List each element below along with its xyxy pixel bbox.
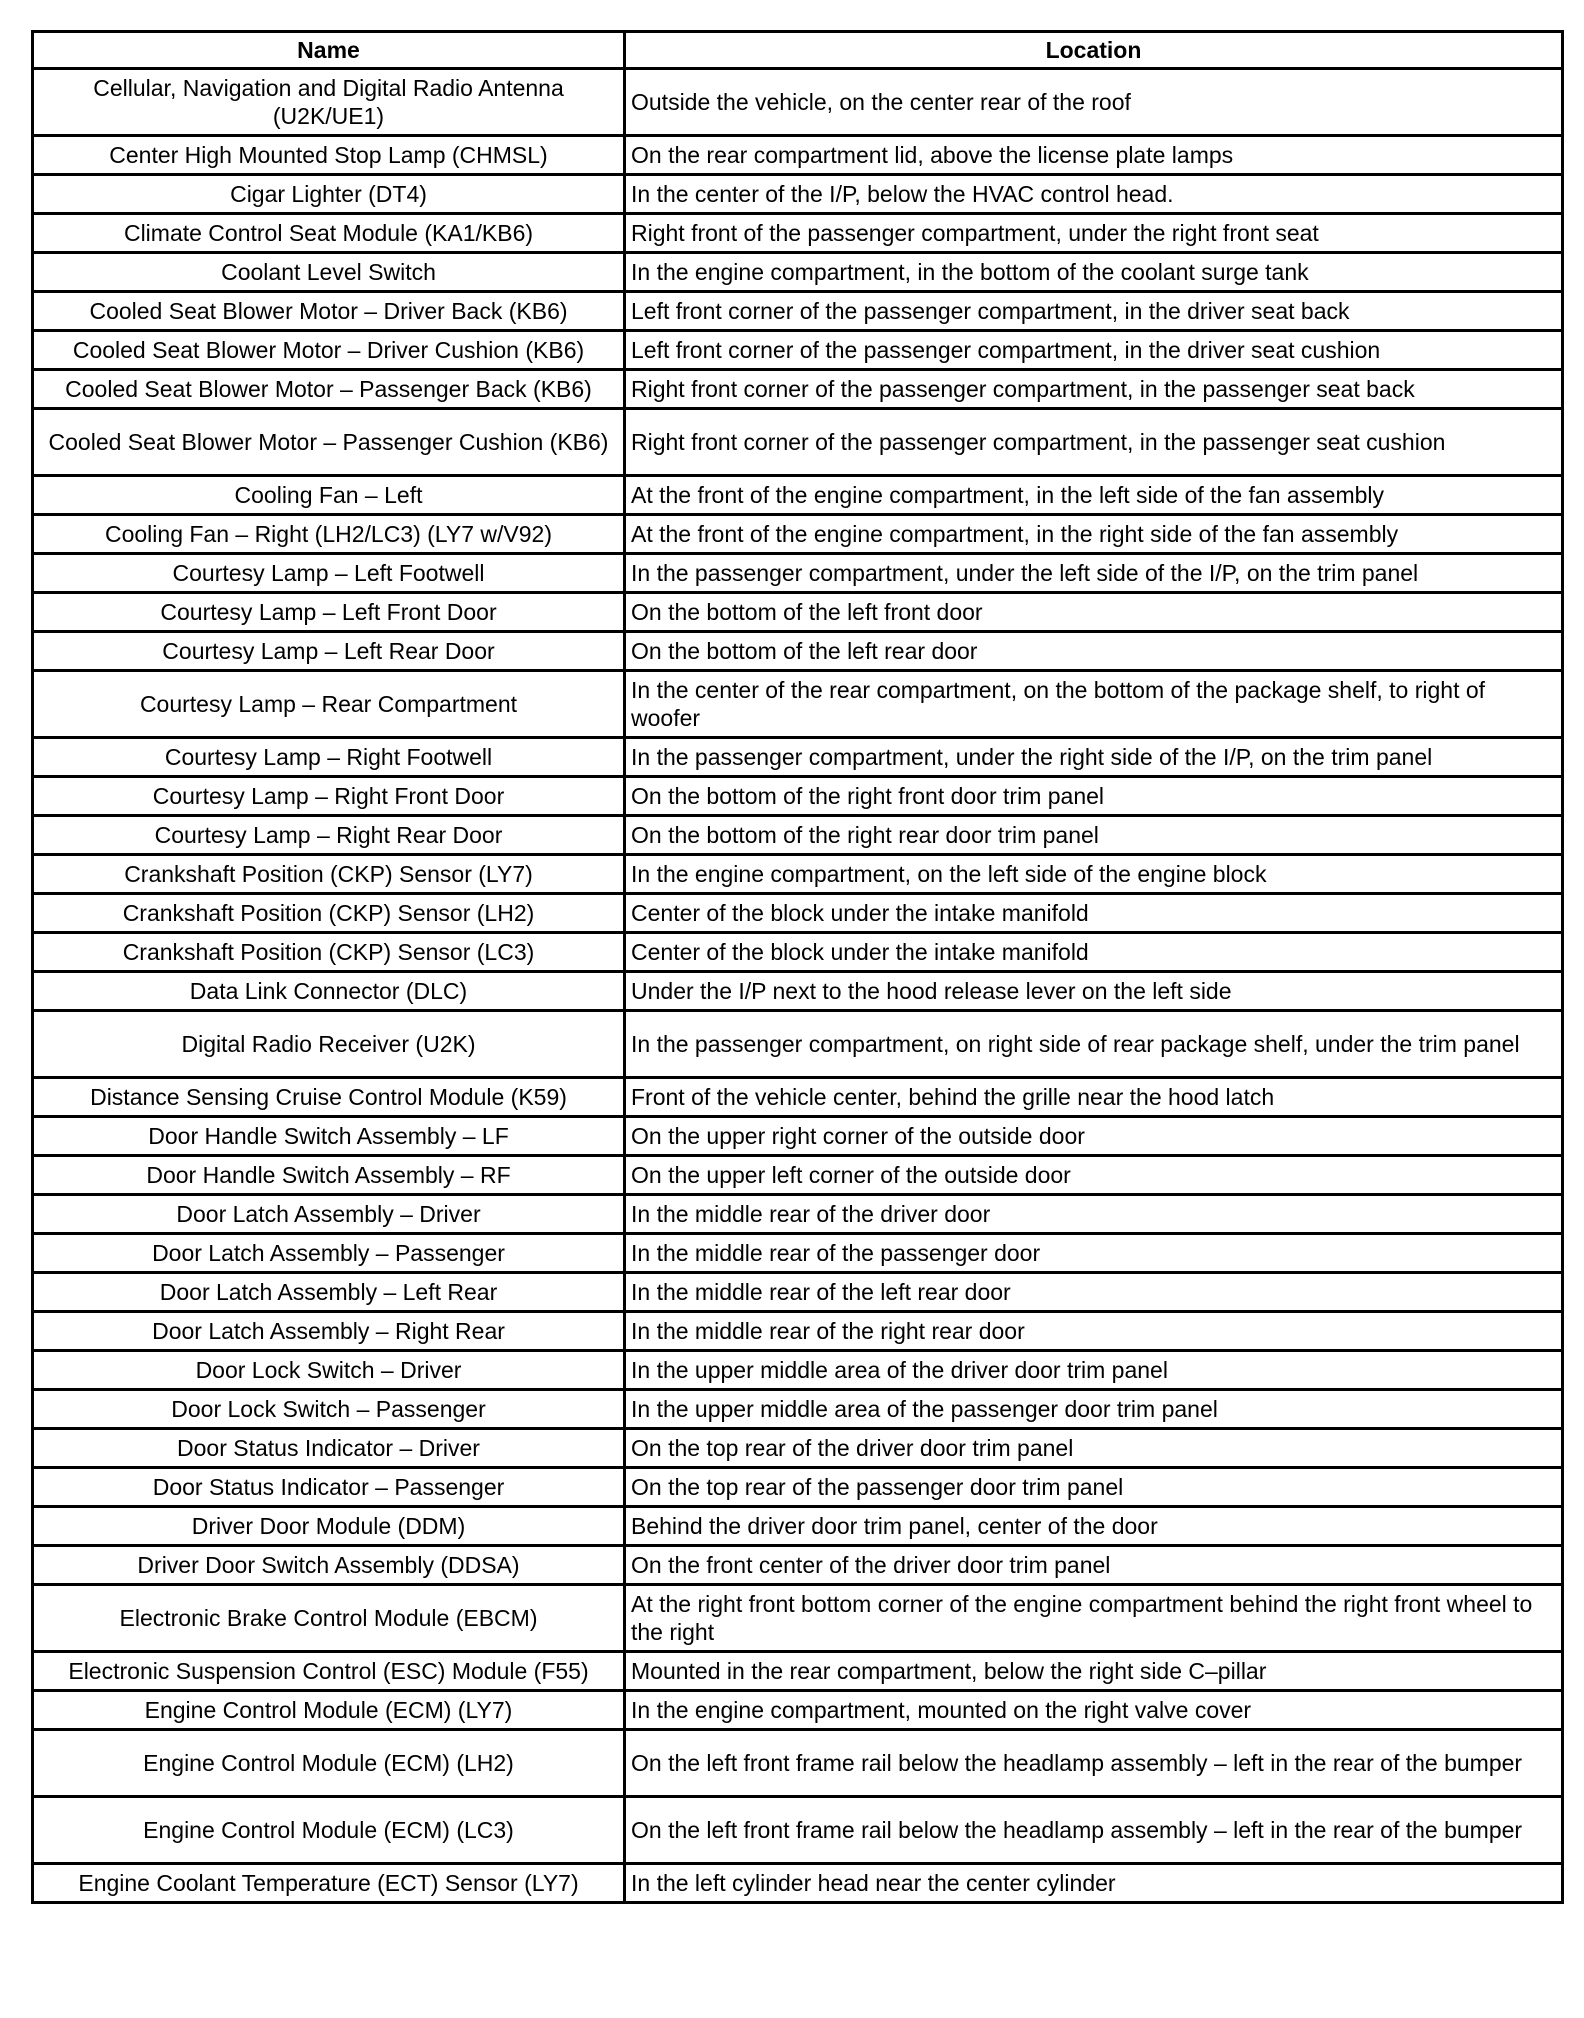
table-row [33, 1273, 1563, 1312]
table-row [33, 1390, 1563, 1429]
component-name-cell: Crankshaft Position (CKP) Sensor (LC3) [33, 933, 625, 972]
component-name-cell: Crankshaft Position (CKP) Sensor (LH2) [33, 894, 625, 933]
component-location-table [31, 30, 1564, 1904]
component-name-cell: Cooling Fan – Right (LH2/LC3) (LY7 w/V92) [33, 515, 625, 554]
component-location-cell: In the center of the I/P, below the HVAC control head. [625, 175, 1563, 214]
component-name-cell: Cooled Seat Blower Motor – Passenger Back (KB6) [33, 370, 625, 409]
component-name-cell: Door Lock Switch – Passenger [33, 1390, 625, 1429]
component-name-cell: Door Latch Assembly – Passenger [33, 1234, 625, 1273]
component-location-cell: Left front corner of the passenger compartment, in the driver seat cushion [625, 331, 1563, 370]
component-name-cell: Cooled Seat Blower Motor – Driver Back (KB6) [33, 292, 625, 331]
table-row [33, 777, 1563, 816]
component-name-cell: Crankshaft Position (CKP) Sensor (LY7) [33, 855, 625, 894]
component-name-cell: Engine Coolant Temperature (ECT) Sensor (LY7) [33, 1864, 625, 1903]
component-location-cell: On the bottom of the left rear door [625, 632, 1563, 671]
table-row [33, 554, 1563, 593]
table-row [33, 1797, 1563, 1864]
component-location-cell: In the engine compartment, mounted on the right valve cover [625, 1691, 1563, 1730]
component-location-cell: In the upper middle area of the driver door trim panel [625, 1351, 1563, 1390]
table-row [33, 1507, 1563, 1546]
component-location-cell: Outside the vehicle, on the center rear of the roof [625, 69, 1563, 136]
component-location-cell: On the top rear of the driver door trim panel [625, 1429, 1563, 1468]
component-location-cell: Right front of the passenger compartment, under the right front seat [625, 214, 1563, 253]
component-name-cell: Data Link Connector (DLC) [33, 972, 625, 1011]
table-row [33, 1156, 1563, 1195]
component-name-cell: Driver Door Module (DDM) [33, 1507, 625, 1546]
component-name-cell: Cooled Seat Blower Motor – Driver Cushion (KB6) [33, 331, 625, 370]
table-row [33, 1546, 1563, 1585]
component-name-cell: Distance Sensing Cruise Control Module (K59) [33, 1078, 625, 1117]
table-row [33, 214, 1563, 253]
component-name-cell: Door Handle Switch Assembly – LF [33, 1117, 625, 1156]
table-body [33, 69, 1563, 1903]
header-row [33, 32, 1563, 69]
component-location-cell: In the middle rear of the right rear door [625, 1312, 1563, 1351]
table-row [33, 136, 1563, 175]
component-name-cell: Courtesy Lamp – Left Footwell [33, 554, 625, 593]
component-name-cell: Door Latch Assembly – Right Rear [33, 1312, 625, 1351]
table-row [33, 894, 1563, 933]
component-name-cell: Door Lock Switch – Driver [33, 1351, 625, 1390]
component-name-cell: Courtesy Lamp – Right Footwell [33, 738, 625, 777]
table-row [33, 409, 1563, 476]
component-location-cell: Center of the block under the intake manifold [625, 933, 1563, 972]
component-location-cell: In the passenger compartment, under the right side of the I/P, on the trim panel [625, 738, 1563, 777]
component-name-cell: Engine Control Module (ECM) (LH2) [33, 1730, 625, 1797]
component-name-cell: Center High Mounted Stop Lamp (CHMSL) [33, 136, 625, 175]
table-row [33, 69, 1563, 136]
table-row [33, 671, 1563, 738]
component-name-cell: Cellular, Navigation and Digital Radio Antenna (U2K/UE1) [33, 69, 625, 136]
component-name-cell: Door Latch Assembly – Left Rear [33, 1273, 625, 1312]
component-location-cell: On the rear compartment lid, above the license plate lamps [625, 136, 1563, 175]
component-location-cell: On the upper left corner of the outside door [625, 1156, 1563, 1195]
component-location-cell: In the left cylinder head near the center cylinder [625, 1864, 1563, 1903]
component-location-cell: On the bottom of the right rear door trim panel [625, 816, 1563, 855]
name-column-header: Name [33, 32, 625, 69]
component-name-cell: Engine Control Module (ECM) (LC3) [33, 1797, 625, 1864]
component-name-cell: Door Handle Switch Assembly – RF [33, 1156, 625, 1195]
table-row [33, 593, 1563, 632]
table-row [33, 476, 1563, 515]
component-location-cell: Mounted in the rear compartment, below the right side C–pillar [625, 1652, 1563, 1691]
component-location-cell: At the right front bottom corner of the engine compartment behind the right front wheel to the right [625, 1585, 1563, 1652]
component-name-cell: Courtesy Lamp – Rear Compartment [33, 671, 625, 738]
table-row [33, 855, 1563, 894]
table-row [33, 1652, 1563, 1691]
table-row [33, 1730, 1563, 1797]
component-name-cell: Climate Control Seat Module (KA1/KB6) [33, 214, 625, 253]
component-name-cell: Door Status Indicator – Driver [33, 1429, 625, 1468]
component-location-cell: On the bottom of the left front door [625, 593, 1563, 632]
table-row [33, 1429, 1563, 1468]
component-name-cell: Courtesy Lamp – Left Rear Door [33, 632, 625, 671]
table-row [33, 1117, 1563, 1156]
table-row [33, 370, 1563, 409]
component-name-cell: Digital Radio Receiver (U2K) [33, 1011, 625, 1078]
component-location-cell: Front of the vehicle center, behind the grille near the hood latch [625, 1078, 1563, 1117]
component-location-cell: Left front corner of the passenger compartment, in the driver seat back [625, 292, 1563, 331]
component-location-cell: In the passenger compartment, under the left side of the I/P, on the trim panel [625, 554, 1563, 593]
component-location-cell: On the top rear of the passenger door trim panel [625, 1468, 1563, 1507]
component-location-cell: On the bottom of the right front door trim panel [625, 777, 1563, 816]
component-name-cell: Courtesy Lamp – Left Front Door [33, 593, 625, 632]
component-name-cell: Engine Control Module (ECM) (LY7) [33, 1691, 625, 1730]
component-name-cell: Driver Door Switch Assembly (DDSA) [33, 1546, 625, 1585]
table-row [33, 1011, 1563, 1078]
table-row [33, 515, 1563, 554]
component-location-cell: In the upper middle area of the passenger door trim panel [625, 1390, 1563, 1429]
table-row [33, 1585, 1563, 1652]
component-location-cell: In the center of the rear compartment, on the bottom of the package shelf, to right of woofer [625, 671, 1563, 738]
component-location-cell: In the engine compartment, in the bottom of the coolant surge tank [625, 253, 1563, 292]
component-location-cell: Under the I/P next to the hood release lever on the left side [625, 972, 1563, 1011]
table-row [33, 972, 1563, 1011]
component-location-cell: On the upper right corner of the outside door [625, 1117, 1563, 1156]
table-row [33, 1195, 1563, 1234]
table-row [33, 933, 1563, 972]
component-name-cell: Door Status Indicator – Passenger [33, 1468, 625, 1507]
table-row [33, 1864, 1563, 1903]
component-location-cell: Center of the block under the intake manifold [625, 894, 1563, 933]
component-name-cell: Cooling Fan – Left [33, 476, 625, 515]
component-location-cell: On the left front frame rail below the headlamp assembly – left in the rear of the bumper [625, 1797, 1563, 1864]
table-row [33, 1468, 1563, 1507]
component-location-cell: Right front corner of the passenger compartment, in the passenger seat cushion [625, 409, 1563, 476]
component-location-cell: In the middle rear of the left rear door [625, 1273, 1563, 1312]
table-row [33, 292, 1563, 331]
table-row [33, 1078, 1563, 1117]
location-column-header: Location [625, 32, 1563, 69]
table-row [33, 1351, 1563, 1390]
table-row [33, 816, 1563, 855]
component-location-cell: At the front of the engine compartment, in the left side of the fan assembly [625, 476, 1563, 515]
table-row [33, 1691, 1563, 1730]
table-header [33, 32, 1563, 69]
component-location-cell: On the front center of the driver door trim panel [625, 1546, 1563, 1585]
component-location-cell: In the middle rear of the driver door [625, 1195, 1563, 1234]
table-row [33, 1312, 1563, 1351]
table-row [33, 331, 1563, 370]
component-location-cell: In the engine compartment, on the left side of the engine block [625, 855, 1563, 894]
component-name-cell: Coolant Level Switch [33, 253, 625, 292]
component-location-cell: In the middle rear of the passenger door [625, 1234, 1563, 1273]
component-location-cell: At the front of the engine compartment, in the right side of the fan assembly [625, 515, 1563, 554]
table-row [33, 1234, 1563, 1273]
table-row [33, 632, 1563, 671]
table-row [33, 253, 1563, 292]
component-location-cell: On the left front frame rail below the headlamp assembly – left in the rear of the bumper [625, 1730, 1563, 1797]
component-name-cell: Electronic Suspension Control (ESC) Module (F55) [33, 1652, 625, 1691]
component-location-cell: In the passenger compartment, on right side of rear package shelf, under the trim panel [625, 1011, 1563, 1078]
component-name-cell: Courtesy Lamp – Right Rear Door [33, 816, 625, 855]
component-location-cell: Behind the driver door trim panel, center of the door [625, 1507, 1563, 1546]
table-row [33, 738, 1563, 777]
component-location-cell: Right front corner of the passenger compartment, in the passenger seat back [625, 370, 1563, 409]
component-name-cell: Cooled Seat Blower Motor – Passenger Cushion (KB6) [33, 409, 625, 476]
component-name-cell: Cigar Lighter (DT4) [33, 175, 625, 214]
table-row [33, 175, 1563, 214]
component-name-cell: Door Latch Assembly – Driver [33, 1195, 625, 1234]
component-name-cell: Courtesy Lamp – Right Front Door [33, 777, 625, 816]
component-name-cell: Electronic Brake Control Module (EBCM) [33, 1585, 625, 1652]
